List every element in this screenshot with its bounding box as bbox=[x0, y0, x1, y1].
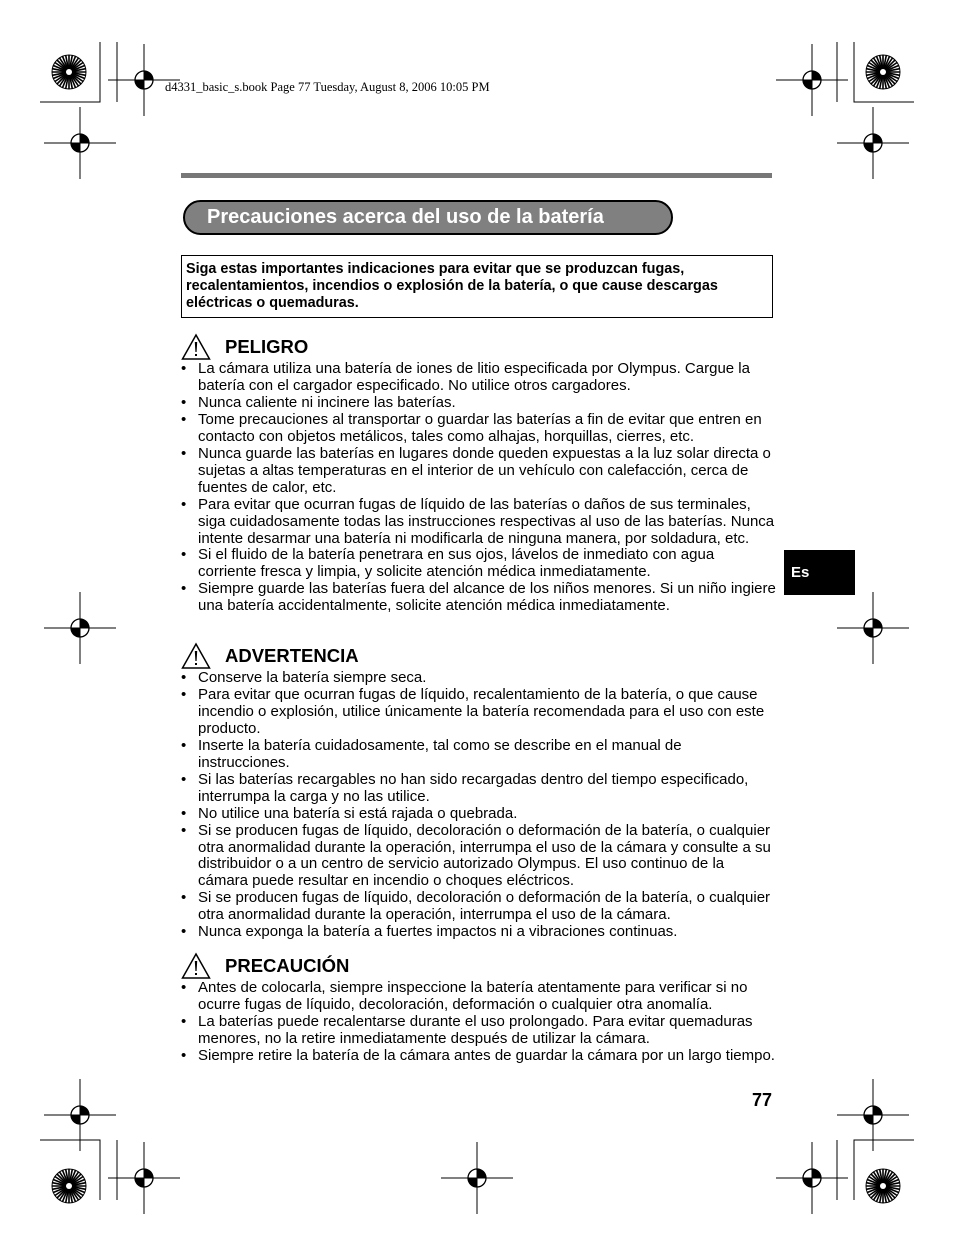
warning-icon bbox=[181, 642, 211, 670]
page-title: Precauciones acerca del uso de la batería bbox=[183, 200, 673, 235]
section-title: ADVERTENCIA bbox=[225, 645, 359, 666]
top-rule bbox=[181, 173, 772, 178]
list-item: • Si el fluido de la batería penetrara en sus ojos, lávelos de inmediato con agua corriente fresca y limpia, y solicite atención médica inmediatamente. bbox=[181, 547, 776, 581]
list-item: • Si las baterías recargables no han sido recargadas dentro del tiempo especificado, interrumpa la carga y no las utilice. bbox=[181, 772, 776, 806]
intro-box: Siga estas importantes indicaciones para evitar que se produzcan fugas, recalentamientos, incendios o explosión de la batería, o que cause descargas eléctricas o quemaduras. bbox=[181, 255, 773, 318]
precaucion-list bbox=[181, 980, 776, 1065]
section-title: PRECAUCIÓN bbox=[225, 955, 350, 976]
list-item: • Nunca caliente ni incinere las baterías. bbox=[181, 395, 776, 412]
list-item: • No utilice una batería si está rajada o quebrada. bbox=[181, 806, 776, 823]
advertencia-heading bbox=[181, 641, 359, 671]
warning-icon bbox=[181, 952, 211, 980]
language-tab: Es bbox=[784, 550, 855, 595]
list-item: • Antes de colocarla, siempre inspeccione la batería atentamente para verificar si no ocurre fugas de líquido, decoloración, deformación o cualquier otra anomalía. bbox=[181, 980, 776, 1014]
list-item: • La cámara utiliza una batería de iones de litio especificada por Olympus. Cargue la batería con el cargador especificado. No utilice otros cargadores. bbox=[181, 361, 776, 395]
list-item: • Si se producen fugas de líquido, decoloración o deformación de la batería, o cualquier otra anormalidad durante la operación, interrumpa el uso de la cámara y consulte a su distribuidor o a un centro de servicio autorizado Olympus. El uso continuo de la cámara puede resultar en incendio o choques eléctricos. bbox=[181, 823, 776, 891]
list-item: • Para evitar que ocurran fugas de líquido de las baterías o daños de sus terminales, siga cuidadosamente todas las instrucciones respectivas al uso de las baterías. Nunca intente desarmar una batería ni modificarla de ninguna manera, por soldadura, etc. bbox=[181, 497, 776, 548]
peligro-list bbox=[181, 361, 776, 615]
peligro-heading bbox=[181, 332, 308, 362]
list-item: • Siempre retire la batería de la cámara antes de guardar la cámara por un largo tiempo. bbox=[181, 1048, 776, 1065]
list-item: • Nunca guarde las baterías en lugares donde queden expuestas a la luz solar directa o sujetas a altas temperaturas en el interior de un vehículo con calefacción, cerca de fuentes de calor, etc. bbox=[181, 446, 776, 497]
page-number: 77 bbox=[751, 1090, 772, 1110]
list-item: • Tome precauciones al transportar o guardar las baterías a fin de evitar que entren en contacto con objetos metálicos, tales como alhajas, horquillas, cierres, etc. bbox=[181, 412, 776, 446]
list-item: • Para evitar que ocurran fugas de líquido, recalentamiento de la batería, o que cause incendio o explosión, utilice únicamente la batería recomendada para el uso con este producto. bbox=[181, 687, 776, 738]
list-item: • La baterías puede recalentarse durante el uso prolongado. Para evitar quemaduras menores, no la retire inmediatamente después de utilizar la cámara. bbox=[181, 1014, 776, 1048]
list-item: • Si se producen fugas de líquido, decoloración o deformación de la batería, o cualquier otra anormalidad durante la operación, interrumpa el uso de la cámara. bbox=[181, 890, 776, 924]
section-title: PELIGRO bbox=[225, 336, 309, 357]
list-item: • Inserte la batería cuidadosamente, tal como se describe en el manual de instrucciones. bbox=[181, 738, 776, 772]
list-item: • Nunca exponga la batería a fuertes impactos ni a vibraciones continuas. bbox=[181, 924, 776, 941]
precaucion-heading bbox=[181, 951, 349, 981]
warning-icon bbox=[181, 333, 211, 361]
print-header-note: d4331_basic_s.book Page 77 Tuesday, August 8, 2006 10:05 PM bbox=[165, 80, 490, 94]
advertencia-list bbox=[181, 670, 776, 941]
list-item: • Conserve la batería siempre seca. bbox=[181, 670, 776, 687]
list-item: • Siempre guarde las baterías fuera del alcance de los niños menores. Si un niño ingiere una batería accidentalmente, solicite atención médica inmediatamente. bbox=[181, 581, 776, 615]
